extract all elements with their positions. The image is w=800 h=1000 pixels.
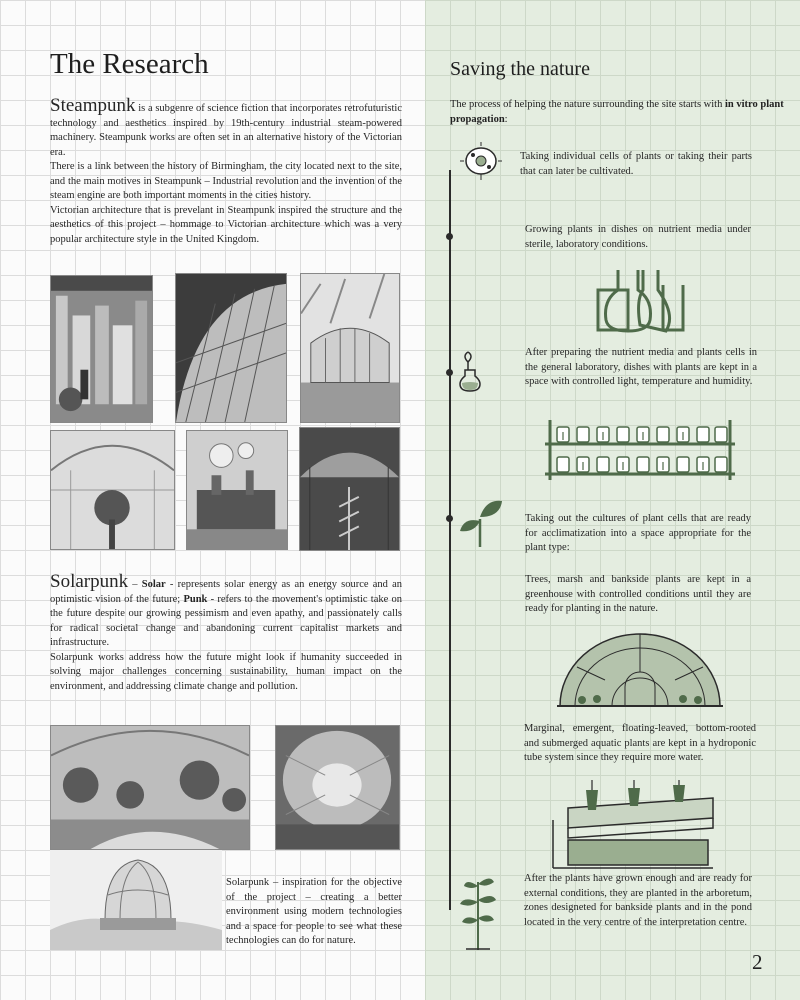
flask-sprout-icon xyxy=(458,348,482,392)
step-3-text: After preparing the nutrient media and plants cells in the general laboratory, dishes with plants are kept in a space with controlled light, temperature and humidity. xyxy=(525,347,757,387)
steampunk-city-photo xyxy=(186,430,288,550)
solarpunk-section xyxy=(50,572,402,694)
intro-paragraph xyxy=(450,98,785,127)
right-title: Saving the nature xyxy=(450,58,590,80)
growth-shelf-icon xyxy=(545,418,735,482)
steampunk-heading: Steampunk xyxy=(50,95,136,116)
steampunk-text-2: There is a link between the history of Birmingham, the city located next to the site, and the main motives in Steampunk – Industrial revolution and the invention of the steam engine are both important moments in the cities history. xyxy=(50,161,402,201)
punk-label: Punk xyxy=(183,593,208,605)
crystal-palace-interior-photo xyxy=(50,430,175,550)
solarpunk-text-2: Solarpunk works address how the future might look if humanity succeeded in solving major challenges concerning sustainability, human impact on the environment, and addressing climate change and pollution. xyxy=(50,651,402,692)
seedling-icon xyxy=(456,497,504,547)
victorian-glass-roof-photo xyxy=(175,273,287,423)
hydroponic-system-icon xyxy=(548,780,720,870)
timeline-dot xyxy=(446,233,453,240)
step-6-text: Marginal, emergent, floating-leaved, bottom-rooted and submerged aquatic plants are kept in a hydroponic tube system since they require more water. xyxy=(524,723,756,763)
step-5-text: Trees, marsh and bankside plants are kept in a greenhouse with controlled conditions until they are ready for planting in the nature. xyxy=(525,574,751,614)
solarpunk-caption: Solarpunk – inspiration for the objective of the project – creating a better environment using modern technologies and a space for people to see what these technologies can do for nature. xyxy=(226,877,402,946)
intro-text: The process of helping the nature surrounding the site starts with xyxy=(450,99,725,110)
greenhouse-staircase-photo xyxy=(299,427,400,551)
steampunk-section xyxy=(50,96,402,247)
solarpunk-dash: – xyxy=(128,579,142,590)
greenhouse-icon xyxy=(557,632,723,708)
punk-text: - refers to the movement's optimistic take on the future despite our growing pessimism and even apathy, and passionately calls for radical societal change and abandoning current capitalist markets and infrastructure. xyxy=(50,593,403,648)
steampunk-text-1: is a subgenre of science fiction that incorporates retrofuturistic technology and aesthetics inspired by 19th-century industrial steam-powered machinery. Steampunk works are often set in an alternative history of the Victorian era. xyxy=(50,103,402,158)
step-1-text: Taking individual cells of plants or taking their parts that can later be cultivated. xyxy=(520,151,752,177)
step-2-text: Growing plants in dishes on nutrient media under sterile, laboratory conditions. xyxy=(525,224,751,250)
step-7-text: After the plants have grown enough and are ready for external conditions, they are planted in the arboretum, zones designeted for bankside plants and in the pond located in the very centre of the interpretation centre. xyxy=(524,873,752,928)
timeline-dot xyxy=(446,369,453,376)
page-title: The Research xyxy=(50,48,209,80)
process-timeline xyxy=(449,170,451,910)
solarpunk-dome-interior-photo xyxy=(50,725,250,850)
steampunk-machinery-photo xyxy=(50,275,153,423)
page-number: 2 xyxy=(752,950,763,974)
solar-text: - represents solar energy as an energy source and an optimistic vision of the future; xyxy=(50,579,403,605)
step-4-text: Taking out the cultures of plant cells that are ready for acclimatization into a space appropriate for the plant type: xyxy=(525,513,751,553)
steampunk-text-3: Victorian architecture that is prevelant in Steampunk inspired the structure and the aesthetics of this project – hommage to Victorian architecture which was a very popular architecture style in the United Kingdom. xyxy=(50,204,402,245)
solar-label: Solar xyxy=(141,579,166,590)
plant-cell-icon xyxy=(460,142,502,180)
glass-palace-photo xyxy=(300,273,400,423)
solarpunk-heading: Solarpunk xyxy=(50,571,129,592)
intro-bold: in vitro plant propagation xyxy=(450,99,784,125)
timeline-dot xyxy=(446,515,453,522)
intro-end: : xyxy=(504,113,508,125)
laboratory-glassware-icon xyxy=(588,265,688,335)
solarpunk-pavilion-sketch xyxy=(50,850,222,950)
solarpunk-tunnel-photo xyxy=(275,725,400,850)
young-tree-icon xyxy=(456,872,500,950)
